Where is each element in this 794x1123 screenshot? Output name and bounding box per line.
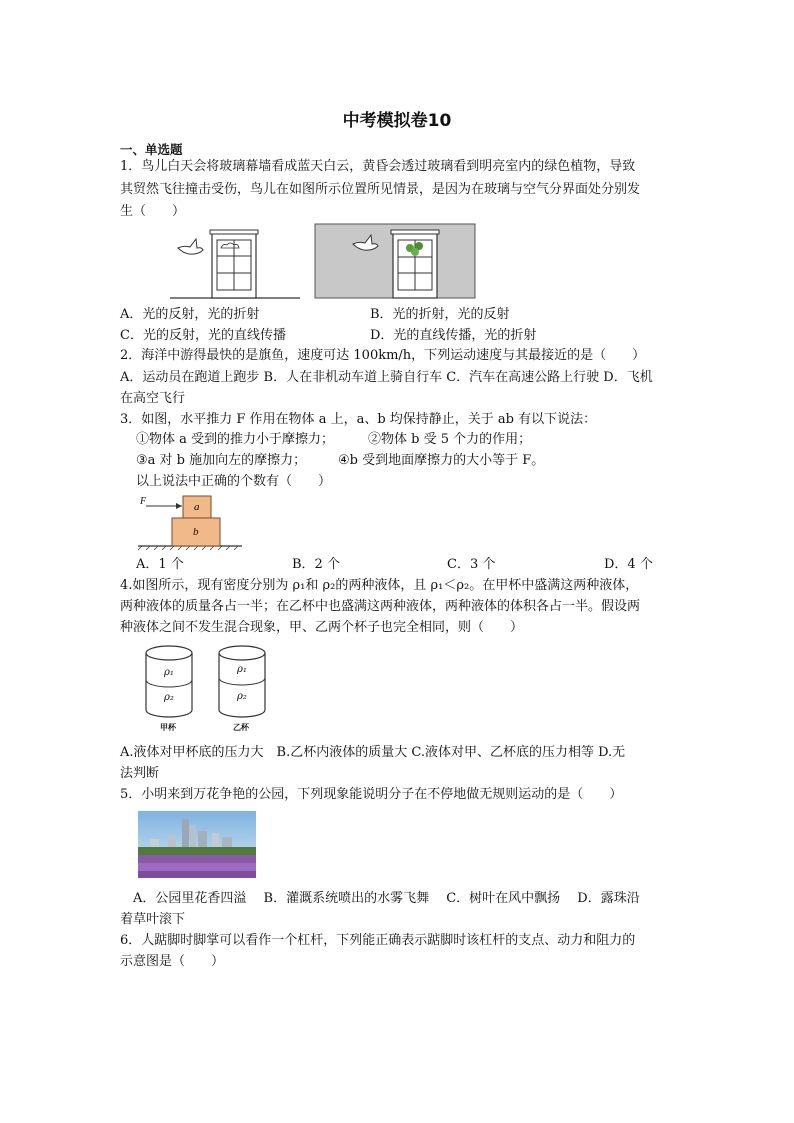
q3-question: 以上说法中正确的个数有（ ） [136,474,332,489]
q4-line-3: 种液体之间不发生混合现象，甲、乙两个杯子也完全相同，则（ ） [120,620,524,635]
q1-option-a: A．光的反射，光的折射 [120,307,260,322]
q3-line-1: 3．如图，水平推力 F 作用在物体 a 上，a、b 均保持静止，关于 ab 有以下说法： [120,412,597,427]
q2-line-1: 2．海洋中游得最快的是旗鱼，速度可达 100km/h，下列运动速度与其最接近的是（ ） [120,348,646,363]
q5-options-line-2: 着草叶滚下 [120,912,186,927]
q3-option-a: A．1 个 [136,557,184,572]
q2-options-line-2: 在高空飞行 [120,391,186,406]
q5-park-photo [138,811,256,878]
q1-line-1: 1．鸟儿白天会将玻璃幕墙看成蓝天白云，黄昏会透过玻璃看到明亮室内的绿色植物，导致 [120,159,636,174]
q3-option-d: D．4 个 [604,557,653,572]
q4-cup2-rho2: ρ₂ [237,691,247,702]
q4-cup2-rho1: ρ₁ [237,664,247,675]
q3-figure-blocks [138,494,244,550]
q1-option-c: C．光的反射，光的直线传播 [120,328,286,343]
q4-line-1: 4.如图所示，现有密度分别为 ρ₁和 ρ₂的两种液体，且 ρ₁＜ρ₂。在甲杯中盛满这两种液体， [120,578,639,593]
q5-line-1: 5．小明来到万花争艳的公园，下列现象能说明分子在不停地做无规则运动的是（ ） [120,787,623,802]
q3-statement-2: ②物体 b 受 5 个力的作用； [368,432,532,447]
q4-options-line-2: 法判断 [120,766,160,781]
q3-statement-1: ①物体 a 受到的推力小于摩擦力； [136,432,335,447]
q1-figure-day [170,228,302,302]
q1-option-b: B．光的折射，光的反射 [370,307,510,322]
q1-figure-dusk [315,224,477,300]
q3-statement-3: ③a 对 b 施加向左的摩擦力； [136,453,307,468]
page-title: 中考模拟卷10 [342,111,452,131]
q1-option-d: D．光的直线传播，光的折射 [370,328,537,343]
q6-line-2: 示意图是（ ） [120,954,225,969]
q5-options-line-1: A．公园里花香四溢 B．灌溉系统喷出的水雾飞舞 C．树叶在风中飘扬 D．露珠沿 [120,891,640,906]
section-heading: 一、单选题 [120,142,183,157]
q3-statement-4: ④b 受到地面摩擦力的大小等于 F。 [338,453,545,468]
q4-figure-cups [142,642,272,734]
q3-label-f: F [140,496,147,507]
q4-cup1-rho2: ρ₂ [164,692,174,703]
q4-line-2: 两种液体的质量各占一半；在乙杯中也盛满这两种液体，两种液体的体积各占一半。假设两 [120,599,641,614]
q4-cup1-rho1: ρ₁ [164,667,174,678]
q2-options-line-1: A．运动员在跑道上跑步 B．人在非机动车道上骑自行车 C．汽车在高速公路上行驶 D．飞机 [120,370,653,385]
q1-line-2: 其贸然飞往撞击受伤，鸟儿在如图所示位置所见情景，是因为在玻璃与空气分界面处分别发 [120,182,641,197]
q4-cup2-label: 乙杯 [233,723,249,732]
q3-label-b: b [193,526,199,538]
q3-option-b: B．2 个 [292,557,340,572]
q4-options-line-1: A.液体对甲杯底的压力大 B.乙杯内液体的质量大 C.液体对甲、乙杯底的压力相等 D.无 [120,745,626,760]
q1-line-3: 生（ ） [120,204,186,219]
q3-label-a: a [194,501,200,513]
q4-cup1-label: 甲杯 [160,723,176,732]
q3-option-c: C．3 个 [447,557,496,572]
q6-line-1: 6．人踮脚时脚掌可以看作一个杠杆，下列能正确表示踮脚时该杠杆的支点、动力和阻力的 [120,933,636,948]
